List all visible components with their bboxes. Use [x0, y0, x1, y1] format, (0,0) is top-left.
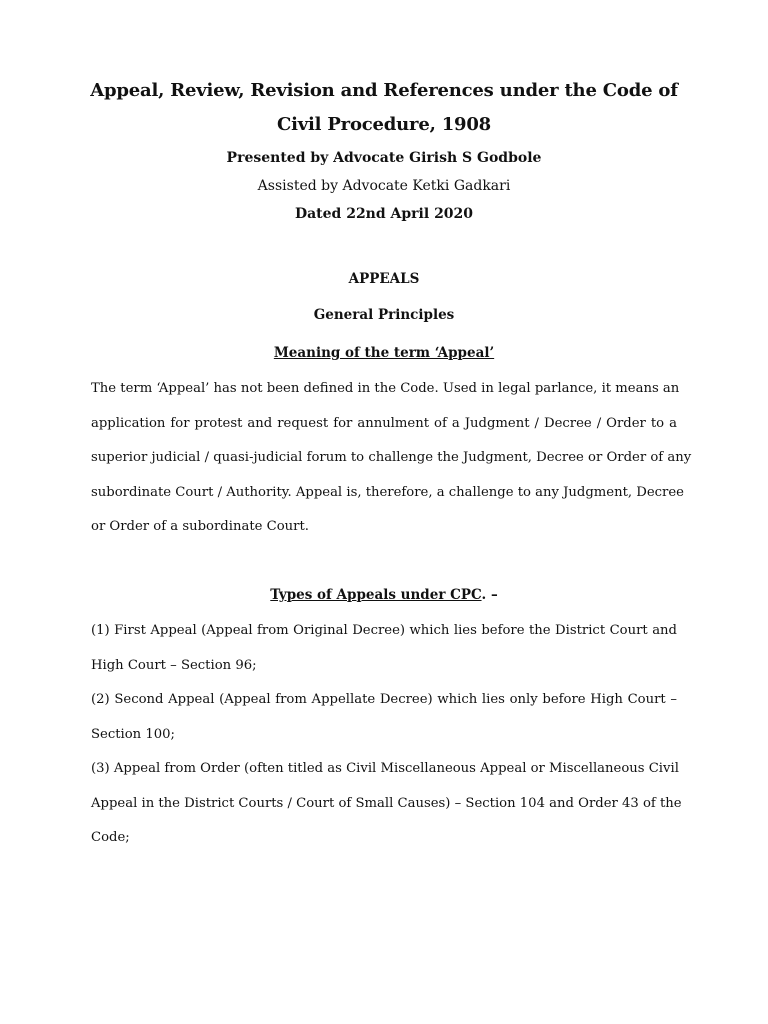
presenter-line: Presented by Advocate Girish S Godbole — [226, 150, 542, 166]
types-heading-suffix: . – — [481, 587, 498, 603]
appeal-type-item — [91, 683, 677, 752]
date-line: Dated 22nd April 2020 — [294, 206, 474, 222]
subsection-heading: General Principles — [313, 307, 455, 323]
paragraph-line: subordinate Court / Authority. Appeal is, therefore, a challenge to any Judgment, Decree — [91, 484, 684, 500]
item-line: High Court – Section 96; — [91, 657, 257, 673]
paragraph-line: superior judicial / quasi-judicial forum to challenge the Judgment, Decree or Order of any — [91, 450, 692, 465]
document-title-line-1: Appeal, Review, Revision and References under the Code of — [90, 80, 678, 101]
item-line: (3) Appeal from Order (often titled as Civil Miscellaneous Appeal or Miscellaneous Civil — [91, 761, 679, 776]
appeal-type-item — [91, 752, 682, 856]
types-heading — [60, 587, 708, 603]
section-heading: APPEALS — [348, 271, 420, 287]
assistant-line: Assisted by Advocate Ketki Gadkari — [257, 178, 511, 194]
paragraph-line: application for protest and request for annulment of a Judgment / Decree / Order to a — [91, 415, 677, 431]
item-line: Code; — [91, 830, 130, 845]
item-line: (2) Second Appeal (Appeal from Appellate Decree) which lies only before High Court – — [91, 692, 677, 707]
item-line: (1) First Appeal (Appeal from Original Decree) which lies before the District Court and — [91, 623, 677, 638]
meaning-paragraph — [91, 372, 692, 545]
meaning-heading: Meaning of the term ‘Appeal’ — [273, 345, 495, 361]
paragraph-line: or Order of a subordinate Court. — [91, 519, 309, 534]
document-title-line-2: Civil Procedure, 1908 — [276, 114, 492, 135]
item-line: Appeal in the District Courts / Court of Small Causes) – Section 104 and Order 43 of the — [91, 795, 682, 811]
item-line: Section 100; — [91, 726, 175, 742]
types-heading-text: Types of Appeals under CPC — [270, 587, 482, 603]
paragraph-line: The term ‘Appeal’ has not been defined in the Code. Used in legal parlance, it means an — [91, 381, 680, 396]
appeal-type-item — [91, 614, 677, 683]
